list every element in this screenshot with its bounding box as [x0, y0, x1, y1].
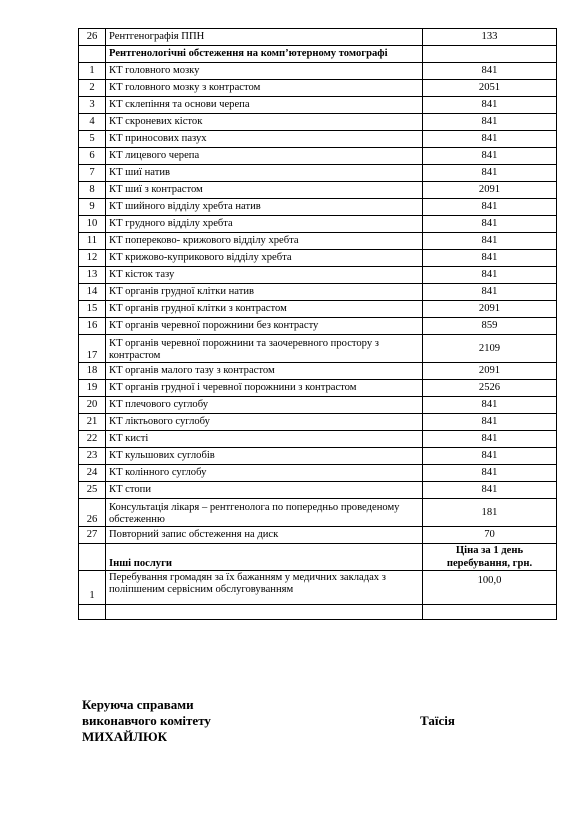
table-row	[79, 29, 557, 46]
service-price: 841	[423, 216, 557, 233]
table-row	[79, 148, 557, 165]
row-number: 7	[79, 165, 106, 182]
service-name: Перебування громадян за їх бажанням у медичних закладах з поліпшеним сервісним обслуговуванням	[106, 571, 423, 605]
service-name: КТ головного мозку з контрастом	[106, 80, 423, 97]
row-number: 27	[79, 527, 106, 544]
row-number: 22	[79, 431, 106, 448]
service-name: КТ органів грудної клітки натив	[106, 284, 423, 301]
empty-row	[79, 605, 557, 620]
service-price: 841	[423, 199, 557, 216]
table-row	[79, 131, 557, 148]
row-number: 15	[79, 301, 106, 318]
table-row	[79, 182, 557, 199]
service-price: 841	[423, 482, 557, 499]
row-number: 3	[79, 97, 106, 114]
row-number: 19	[79, 380, 106, 397]
table-row	[79, 527, 557, 544]
service-name: КТ шийного відділу хребта натив	[106, 199, 423, 216]
service-price: 2091	[423, 363, 557, 380]
table-row	[79, 250, 557, 267]
service-price: 859	[423, 318, 557, 335]
section-header-row	[79, 544, 557, 571]
service-name: Рентгенографія ППН	[106, 29, 423, 46]
table-row	[79, 165, 557, 182]
row-number: 13	[79, 267, 106, 284]
service-price	[423, 46, 557, 63]
row-number: 4	[79, 114, 106, 131]
service-price: 2091	[423, 301, 557, 318]
service-name: КТ попереково- крижового відділу хребта	[106, 233, 423, 250]
service-price: 841	[423, 284, 557, 301]
service-name: КТ органів черевної порожнини та заочеревного простору з контрастом	[106, 335, 423, 363]
service-name: Повторний запис обстеження на диск	[106, 527, 423, 544]
table-row	[79, 363, 557, 380]
row-number: 23	[79, 448, 106, 465]
service-name: КТ шиї з контрастом	[106, 182, 423, 199]
row-number	[79, 544, 106, 571]
service-price: 841	[423, 267, 557, 284]
row-number: 24	[79, 465, 106, 482]
service-name: КТ скроневих кісток	[106, 114, 423, 131]
table-row	[79, 114, 557, 131]
service-price: 841	[423, 131, 557, 148]
service-price: 841	[423, 465, 557, 482]
row-number: 11	[79, 233, 106, 250]
table-row	[79, 431, 557, 448]
row-number: 16	[79, 318, 106, 335]
empty-cell	[106, 605, 423, 620]
service-price: 841	[423, 431, 557, 448]
service-name: КТ кисті	[106, 431, 423, 448]
table-row	[79, 380, 557, 397]
empty-cell	[79, 605, 106, 620]
section-title: Інші послуги	[106, 544, 423, 571]
service-name: Консультація лікаря – рентгенолога по попередньо проведеному обстеженню	[106, 499, 423, 527]
service-price: 133	[423, 29, 557, 46]
service-price: 841	[423, 114, 557, 131]
service-name: КТ шиї натив	[106, 165, 423, 182]
row-number: 6	[79, 148, 106, 165]
service-name: КТ органів грудної клітки з контрастом	[106, 301, 423, 318]
table-row	[79, 414, 557, 431]
service-name: КТ стопи	[106, 482, 423, 499]
service-name: КТ головного мозку	[106, 63, 423, 80]
table-row	[79, 448, 557, 465]
service-name: КТ органів малого тазу з контрастом	[106, 363, 423, 380]
service-price: 181	[423, 499, 557, 527]
service-price: 841	[423, 165, 557, 182]
table-row	[79, 397, 557, 414]
service-name: КТ грудного відділу хребта	[106, 216, 423, 233]
row-number	[79, 46, 106, 63]
service-price: 841	[423, 63, 557, 80]
service-price: 841	[423, 448, 557, 465]
table-row	[79, 267, 557, 284]
row-number: 2	[79, 80, 106, 97]
service-price: 841	[423, 414, 557, 431]
table-row	[79, 482, 557, 499]
table-row	[79, 97, 557, 114]
table-row	[79, 335, 557, 363]
table-row	[79, 63, 557, 80]
price-table	[78, 28, 557, 620]
row-number: 5	[79, 131, 106, 148]
table-row	[79, 499, 557, 527]
row-number: 21	[79, 414, 106, 431]
row-number: 8	[79, 182, 106, 199]
price-column-header	[423, 544, 557, 571]
service-name: КТ колінного суглобу	[106, 465, 423, 482]
service-name: КТ кісток тазу	[106, 267, 423, 284]
service-name: КТ ліктьового суглобу	[106, 414, 423, 431]
service-name: КТ приносових пазух	[106, 131, 423, 148]
signature-block	[82, 697, 211, 745]
table-row	[79, 465, 557, 482]
service-name: КТ лицевого черепа	[106, 148, 423, 165]
signature-given-name: Таїсія	[420, 713, 455, 728]
table-row	[79, 318, 557, 335]
signature-position-line1: Керуюча справами	[82, 697, 194, 712]
row-number: 1	[79, 571, 106, 605]
service-price: 841	[423, 233, 557, 250]
table-row	[79, 233, 557, 250]
service-name: КТ кульшових суглобів	[106, 448, 423, 465]
service-name: КТ склепіння та основи черепа	[106, 97, 423, 114]
row-number: 20	[79, 397, 106, 414]
service-price: 70	[423, 527, 557, 544]
row-number: 14	[79, 284, 106, 301]
service-price: 841	[423, 148, 557, 165]
signature-surname: МИХАЙЛЮК	[82, 729, 168, 744]
empty-cell	[423, 605, 557, 620]
signature-position-line2: виконавчого комітету	[82, 713, 211, 728]
table-row	[79, 216, 557, 233]
row-number: 26	[79, 29, 106, 46]
service-name: КТ органів грудної і черевної порожнини з контрастом	[106, 380, 423, 397]
section-header-row	[79, 46, 557, 63]
row-number: 18	[79, 363, 106, 380]
row-number: 26	[79, 499, 106, 527]
row-number: 9	[79, 199, 106, 216]
service-price: 841	[423, 250, 557, 267]
table-row	[79, 284, 557, 301]
table-row	[79, 301, 557, 318]
service-price: 2091	[423, 182, 557, 199]
table-row	[79, 199, 557, 216]
row-number: 1	[79, 63, 106, 80]
service-price: 2526	[423, 380, 557, 397]
price-header-line2: перебування, грн.	[446, 558, 533, 569]
service-price: 2109	[423, 335, 557, 363]
price-header-line1: Ціна за 1 день	[455, 545, 524, 556]
table-row	[79, 571, 557, 605]
service-name: КТ органів черевної порожнини без контрасту	[106, 318, 423, 335]
service-price: 841	[423, 97, 557, 114]
service-price: 841	[423, 397, 557, 414]
service-name: КТ крижово-куприкового відділу хребта	[106, 250, 423, 267]
service-name: КТ плечового суглобу	[106, 397, 423, 414]
row-number: 12	[79, 250, 106, 267]
service-price: 100,0	[423, 571, 557, 605]
row-number: 10	[79, 216, 106, 233]
service-price: 2051	[423, 80, 557, 97]
table-row	[79, 80, 557, 97]
price-table-body	[79, 29, 557, 620]
row-number: 25	[79, 482, 106, 499]
row-number: 17	[79, 335, 106, 363]
section-title: Рентгенологічні обстеження на комп’ютерному томографі	[106, 46, 423, 63]
